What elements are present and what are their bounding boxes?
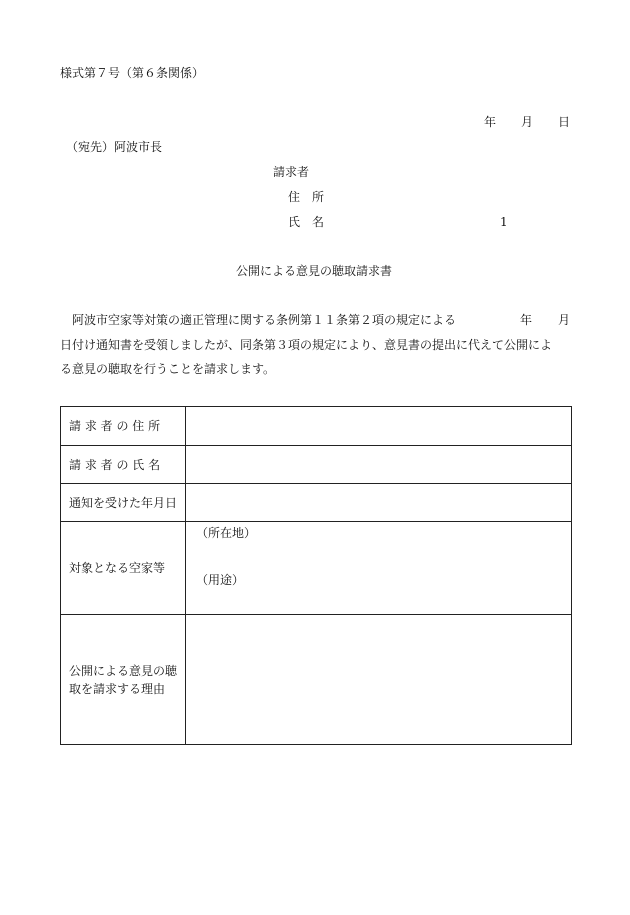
requester-address-field[interactable]: [186, 407, 571, 445]
target-property-field[interactable]: [186, 522, 571, 614]
requester-heading: 請求者: [273, 165, 310, 179]
location-note: （所在地）: [196, 526, 257, 540]
row-label: 公開による意見の聴取を請求する理由: [69, 663, 178, 696]
row-label: 請 求 者 の 氏 名: [69, 457, 161, 472]
date-month-label: 月: [521, 115, 534, 129]
label-cell: [61, 446, 186, 483]
row-requester-name: [61, 446, 571, 484]
notice-date-field[interactable]: [186, 484, 571, 521]
label-cell: [61, 615, 186, 744]
form-number: 様式第７号（第６条関係）: [60, 66, 205, 80]
name-label: 氏 名: [288, 215, 325, 229]
use-note: （用途）: [196, 573, 245, 587]
address-label: 住 所: [288, 190, 325, 204]
body-line-1-year: 年: [520, 313, 533, 327]
body-line-1: 阿波市空家等対策の適正管理に関する条例第１１条第２項の規定による: [72, 313, 457, 327]
row-label: 通知を受けた年月日: [69, 495, 178, 510]
row-label: 対象となる空家等: [69, 561, 166, 575]
label-cell: [61, 522, 186, 614]
body-line-2: 日付け通知書を受領しましたが、同条第３項の規定により、意見書の提出に代えて公開によ: [60, 338, 553, 352]
request-form-table: [60, 406, 572, 745]
row-target-property: [61, 522, 571, 615]
label-cell: [61, 407, 186, 445]
date-day-label: 日: [558, 115, 571, 129]
date-year-label: 年: [484, 115, 497, 129]
body-line-1-month: 月: [558, 313, 571, 327]
row-request-reason: [61, 615, 571, 744]
row-requester-address: [61, 407, 571, 446]
requester-name-field[interactable]: [186, 446, 571, 483]
label-cell: [61, 484, 186, 521]
document-title: 公開による意見の聴取請求書: [236, 264, 393, 278]
name-mark: 1: [500, 215, 508, 229]
addressee: （宛先）阿波市長: [66, 140, 163, 154]
request-reason-field[interactable]: [186, 615, 571, 744]
row-label: 請 求 者 の 住 所: [69, 419, 161, 433]
body-line-3: る意見の聴取を行うことを請求します。: [60, 362, 276, 376]
row-notice-date: [61, 484, 571, 522]
